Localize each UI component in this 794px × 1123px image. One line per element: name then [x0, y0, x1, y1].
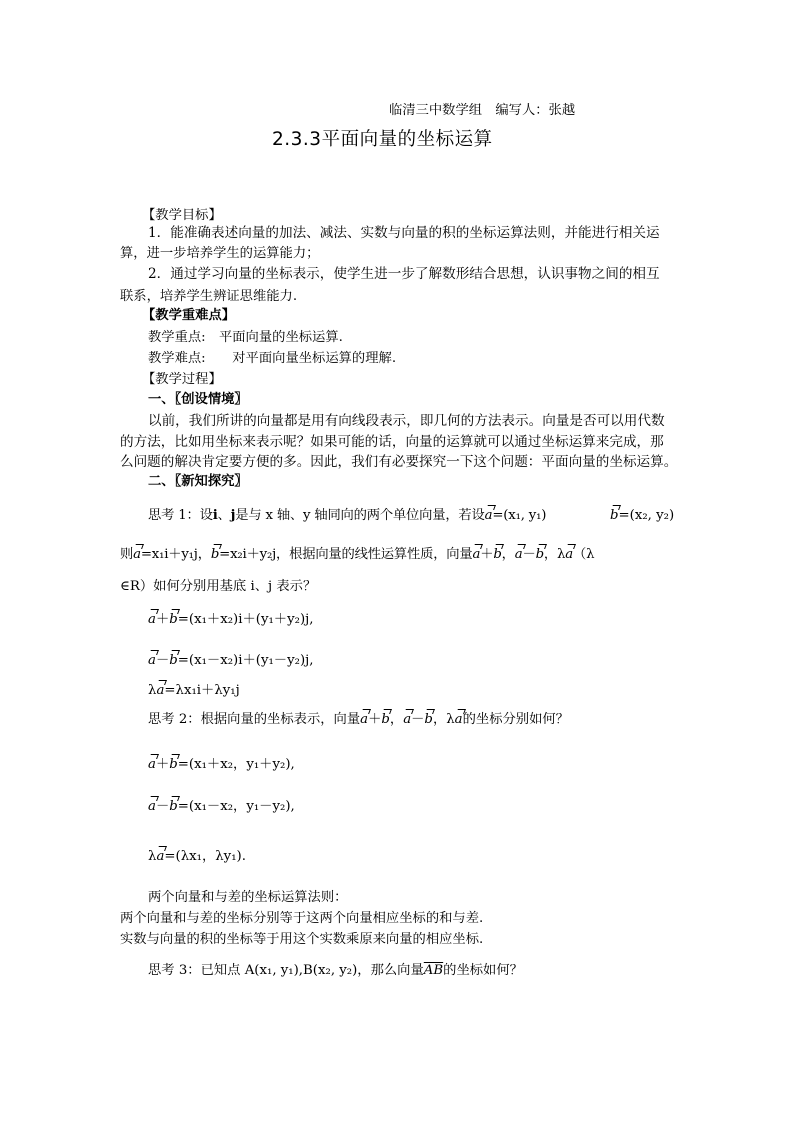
vector-b: b — [169, 612, 178, 627]
minus-sign: － — [522, 547, 536, 562]
q1-b-eq: =(x₂, y₂) — [618, 508, 675, 523]
rule-sum-diff: 两个向量和与差的坐标分别等于这两个向量相应坐标的和与差. — [120, 911, 484, 926]
answer2-scalar — [148, 850, 246, 863]
q1l2-lambda: ，λ — [543, 547, 566, 562]
question2 — [148, 713, 569, 726]
q1-j: j — [230, 508, 236, 523]
vector-a: a — [148, 653, 156, 668]
intro-line-a: 以前，我们所讲的向量都是用有向线段表示，即几何的方法表示。向量是否可以用代数 — [148, 413, 665, 429]
vector-a: a — [565, 547, 573, 562]
author-line: 临清三中数学组 编写人：张越 — [389, 103, 576, 118]
a2-diff-expr: =(x₁－x₂，y₁－y₂), — [177, 799, 295, 814]
plus-sign: ＋ — [155, 612, 170, 627]
vector-a: a — [133, 547, 141, 562]
intro-line-b: 的方法，比如用坐标来表示呢？如果可能的话，向量的运算就可以通过坐标运算来完成，那 — [120, 434, 664, 450]
comma: ， — [389, 712, 404, 727]
vector-a: a — [454, 712, 463, 727]
question1-line1 — [148, 509, 546, 522]
comma: ， — [501, 547, 515, 562]
vector-b: b — [169, 653, 178, 668]
q1l2-b-expr: =x₂i＋y₂j，根据向量的线性运算性质，向量 — [219, 547, 473, 562]
process-heading: 【教学过程】 — [142, 372, 222, 387]
vector-a: a — [148, 757, 156, 772]
minus-sign: － — [155, 799, 170, 814]
difficult-point: 教学难点: 对平面向量坐标运算的理解. — [148, 351, 397, 366]
vector-b: b — [535, 547, 544, 562]
vector-a: a — [148, 612, 156, 627]
a1-sum-expr: =(x₁＋x₂)i＋(y₁＋y₂)j, — [177, 612, 314, 627]
vector-a: a — [156, 849, 165, 864]
vector-b: b — [169, 799, 178, 814]
rule-scalar: 实数与向量的积的坐标等于用这个实数乘原来向量的相应坐标. — [120, 932, 484, 947]
vector-b: b — [424, 712, 433, 727]
q1-i: i — [212, 508, 218, 523]
vector-b: b — [210, 547, 220, 562]
answer1-scalar — [148, 684, 240, 697]
q1-prefix: 思考 1：设 — [148, 508, 213, 523]
lambda-symbol: λ — [148, 683, 157, 698]
key-point: 教学重点: 平面向量的坐标运算. — [148, 330, 343, 345]
answer2-sum — [148, 758, 295, 771]
q1-mid: 是与 x 轴、y 轴同向的两个单位向量，若设 — [235, 508, 485, 523]
a1-scalar-expr: =λx₁i＋λy₁j — [164, 683, 240, 698]
vector-b: b — [493, 547, 502, 562]
vector-a: a — [148, 799, 156, 814]
q3-prefix: 思考 3：已知点 A(x₁, y₁),B(x₂, y₂)，那么向量 — [148, 963, 424, 978]
intro-line-c: 么问题的解决肯定要方便的多。因此，我们有必要探究一下这个问题：平面向量的坐标运算。 — [120, 454, 678, 470]
vector-a: a — [360, 712, 369, 727]
vector-a: a — [403, 712, 412, 727]
q2-suffix: 的坐标分别如何？ — [462, 712, 569, 727]
minus-sign: － — [155, 653, 170, 668]
q3-suffix: 的坐标如何？ — [443, 963, 523, 978]
question1-b-def — [610, 509, 674, 522]
section1-heading: 一、〖创设情境〗 — [148, 392, 248, 407]
vector-b: b — [610, 508, 619, 523]
question3 — [148, 964, 523, 977]
lambda-symbol: λ — [148, 849, 157, 864]
page-title: 2.3.3平面向量的坐标运算 — [272, 129, 493, 150]
q1l2-then: 则 — [120, 547, 134, 562]
plus-sign: ＋ — [368, 712, 382, 727]
a2-sum-expr: =(x₁＋x₂，y₁＋y₂), — [177, 757, 295, 772]
lambda-symbol: λ — [446, 712, 455, 727]
plus-sign: ＋ — [480, 547, 494, 562]
vector-b: b — [169, 757, 178, 772]
q1l2-tail: （λ — [572, 547, 595, 562]
vector-a: a — [514, 547, 523, 562]
question1-line2 — [120, 548, 594, 561]
answer2-diff — [148, 800, 295, 813]
goal1-line-a: 1．能准确表述向量的加法、减法、实数与向量的积的坐标运算法则，并能进行相关运 — [148, 225, 660, 241]
goals-heading: 【教学目标】 — [142, 208, 222, 223]
q1-sep: 、 — [217, 508, 231, 523]
answer1-diff — [148, 654, 313, 667]
comma: ， — [432, 712, 447, 727]
vector-ab: $\overline{AB}$ — [423, 963, 444, 978]
a2-scalar-expr: =(λx₁，λy₁). — [164, 849, 246, 864]
q1l2-a-expr: =x₁i＋y₁j， — [140, 547, 211, 562]
vector-a: a — [472, 547, 481, 562]
a1-diff-expr: =(x₁－x₂)i＋(y₁－y₂)j, — [177, 653, 314, 668]
section2-heading: 二、〖新知探究〗 — [148, 474, 248, 489]
question1-line3: ∈R）如何分别用基底 i、j 表示？ — [120, 579, 317, 594]
goal2-line-b: 联系，培养学生辨证思维能力. — [120, 289, 298, 304]
q2-prefix: 思考 2：根据向量的坐标表示，向量 — [148, 712, 361, 727]
plus-sign: ＋ — [155, 757, 170, 772]
q1-a-eq: =(x₁, y₁) — [492, 508, 547, 523]
vector-b: b — [381, 712, 390, 727]
minus-sign: － — [411, 712, 425, 727]
goal1-line-b: 算，进一步培养学生的运算能力； — [120, 246, 320, 261]
vector-a: a — [484, 508, 493, 523]
vector-a: a — [156, 683, 165, 698]
rule-title: 两个向量和与差的坐标运算法则： — [148, 890, 348, 905]
key-heading: 【教学重难点】 — [142, 308, 236, 323]
goal2-line-a: 2．通过学习向量的坐标表示，使学生进一步了解数形结合思想，认识事物之间的相互 — [148, 266, 660, 282]
answer1-sum — [148, 613, 313, 626]
